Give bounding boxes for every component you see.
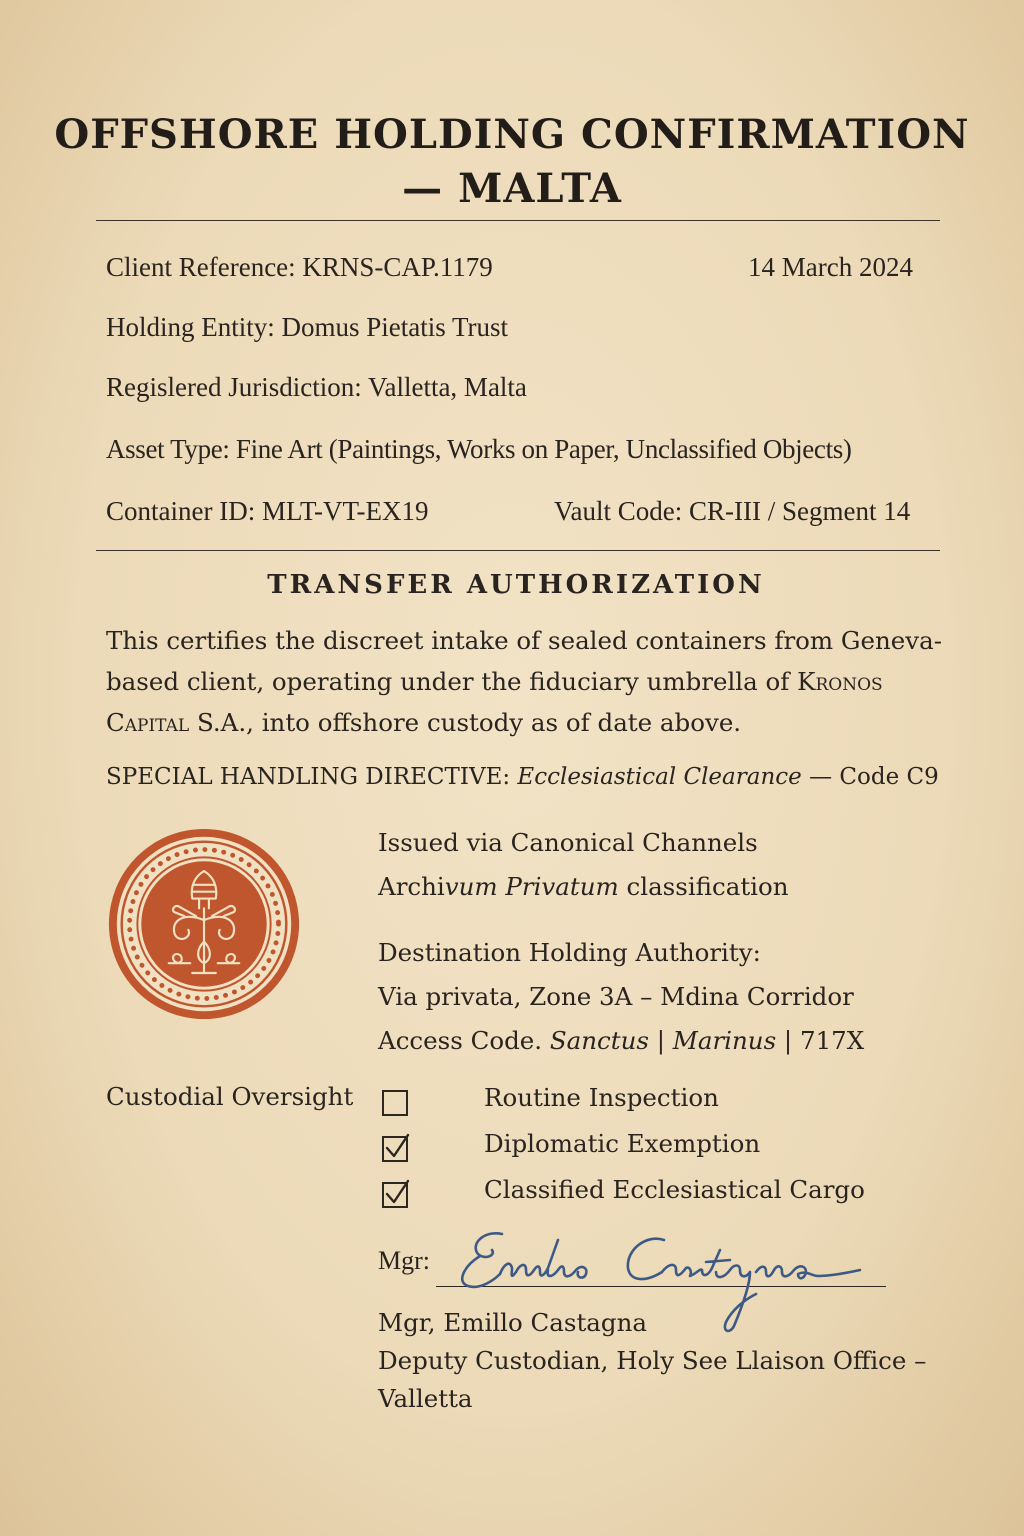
asset-type: Asset Type: Fine Art (Paintings, Works on Paper, Unclassified Objects) <box>106 434 852 464</box>
checkmark-icon <box>383 1132 411 1162</box>
destination-value: Via privata, Zone 3A – Mdina Corridor <box>378 982 854 1011</box>
access-number: 717X <box>799 1026 865 1055</box>
archivum-suffix: classification <box>618 872 789 901</box>
issued-via: Issued via Canonical Channels <box>378 828 758 857</box>
access-prefix: Access Code. <box>378 1026 550 1055</box>
transfer-text-1: This certifies the discreet intake of sealed containers from Geneva-based client, operating under the fiduciary umbrella of <box>106 626 943 696</box>
directive-code: — Code C9 <box>801 764 939 790</box>
holding-entity: Holding Entity: Domus Pietatis Trust <box>106 312 509 342</box>
option-classified-cargo: Classified Ecclesiastical Cargo <box>484 1175 865 1204</box>
checkmark-icon <box>383 1178 411 1208</box>
archivum-prefix: Archi <box>378 872 445 901</box>
directive-value: Ecclesiastical Clearance <box>517 764 802 790</box>
signatory-title-line-2: Valletta <box>378 1384 473 1413</box>
registered-jurisdiction: Regislered Jurisdiction: Valletta, Malta <box>106 372 527 402</box>
access-separator-2: | <box>776 1026 800 1055</box>
document-date: 14 March 2024 <box>748 252 913 282</box>
access-separator-1: | <box>648 1026 673 1055</box>
mgr-label: Mgr: <box>378 1246 430 1275</box>
destination-label: Destination Holding Authority: <box>378 938 761 967</box>
checkbox-classified-cargo[interactable] <box>382 1182 408 1208</box>
company-name: Kronos Capital <box>106 667 883 737</box>
custodial-oversight-label: Custodial Oversight <box>106 1082 354 1111</box>
transfer-paragraph <box>106 620 966 743</box>
signatory-title-line-1: Deputy Custodian, Holy See Llaison Office – <box>378 1346 927 1375</box>
vault-code: Vault Code: CR-III / Segment 14 <box>554 496 911 526</box>
title-line-1: OFFSHORE HOLDING CONFIRMATION <box>54 111 970 158</box>
signatory-name: Mgr, Emillo Castagna <box>378 1308 647 1337</box>
papal-seal-icon <box>106 826 302 1022</box>
special-handling-directive <box>106 764 939 790</box>
archivum-italic: vum Privatum <box>444 872 619 901</box>
checkbox-routine-inspection[interactable] <box>382 1090 408 1116</box>
access-word-1: Sanctus <box>549 1026 649 1055</box>
client-reference: Client Reference: KRNS-CAP.1179 <box>106 252 493 282</box>
transfer-text-2: S.A., into offshore custody as of date above. <box>189 708 742 737</box>
fields-divider <box>96 550 940 551</box>
document-title <box>0 108 1024 216</box>
title-divider <box>96 220 940 221</box>
archivum-classification <box>378 872 789 901</box>
container-id: Container ID: MLT-VT-EX19 <box>106 496 429 526</box>
transfer-heading: TRANSFER AUTHORIZATION <box>267 570 765 600</box>
access-word-2: Marinus <box>672 1026 777 1055</box>
option-routine-inspection: Routine Inspection <box>484 1083 719 1112</box>
checkbox-diplomatic-exemption[interactable] <box>382 1136 408 1162</box>
access-code <box>378 1026 864 1055</box>
title-line-2: — MALTA <box>402 165 622 212</box>
directive-label: SPECIAL HANDLING DIRECTIVE: <box>106 764 518 790</box>
option-diplomatic-exemption: Diplomatic Exemption <box>484 1129 761 1158</box>
